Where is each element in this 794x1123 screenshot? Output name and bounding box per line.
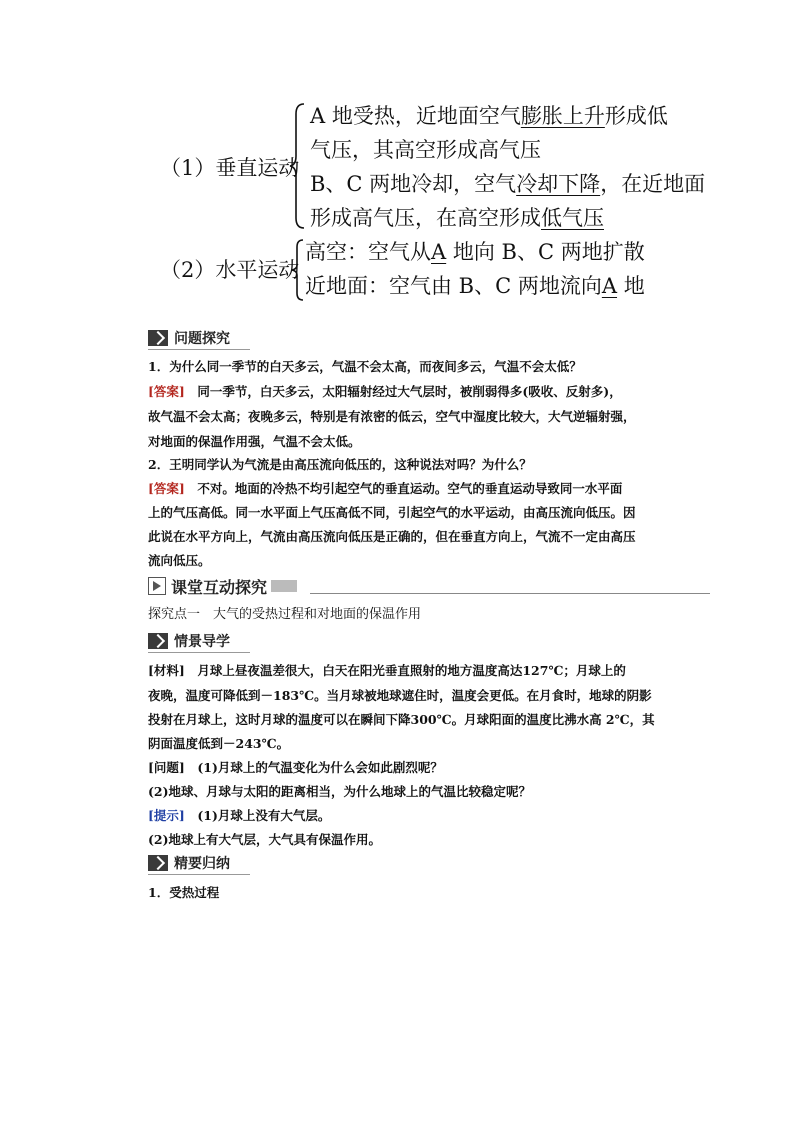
material-tag: [材料]: [148, 663, 185, 678]
vertical-line-4: [310, 202, 604, 235]
vertical-line-4-text: 形成高气压，在高空形成: [310, 206, 541, 230]
horizontal-line-2-tail: 地: [617, 274, 645, 298]
vertical-line-3: [310, 168, 705, 201]
explore-point-1: 探究点一 大气的受热过程和对地面的保温作用: [148, 607, 422, 622]
arrow-icon: [148, 855, 168, 871]
hint-tag: [提示]: [148, 808, 185, 823]
material-line-4: 阴面温度低到－243℃。: [148, 736, 290, 751]
section-heading-jingyao: [148, 853, 230, 873]
vertical-line-4-underlined: 低气压: [541, 206, 604, 230]
section-rule: [148, 349, 250, 350]
problem-text: (1)月球上的气温变化为什么会如此剧烈呢？: [197, 760, 443, 775]
question-2: 2．王明同学认为气流是由高压流向低压的，这种说法对吗？为什么？: [148, 457, 532, 472]
vertical-line-1-underlined: 膨胀上升: [520, 104, 605, 128]
play-icon: [148, 577, 166, 595]
horizontal-motion-label: （2）水平运动: [160, 258, 300, 282]
section-rule: [148, 652, 250, 653]
vertical-line-1-tail: 形成低: [604, 104, 668, 128]
answer-2-line-2: 上的气压高低。同一水平面上气压高低不同，引起空气的水平运动，由高压流向低压。因: [148, 505, 636, 520]
answer-tag: [答案]: [148, 481, 185, 496]
vertical-brace: [287, 102, 307, 230]
hint-line-1: [148, 803, 330, 828]
section-heading-wenti-label: 问题探究: [174, 331, 230, 347]
vertical-line-3-text: B、C 两地冷却，空气: [310, 172, 517, 196]
answer-2-text: 不对。地面的冷热不均引起空气的垂直运动。空气的垂直运动导致同一水平面: [197, 481, 623, 496]
material-line-3: 投射在月球上，这时月球的温度可以在瞬间下降300℃。月球阳面的温度比沸水高 2℃，其: [148, 712, 655, 727]
horizontal-line-2: [305, 270, 645, 303]
hint-text: (1)月球上没有大气层。: [197, 808, 331, 823]
vertical-line-3-underlined: 冷却下降: [516, 172, 601, 196]
answer-1-text: 同一季节，白天多云，太阳辐射经过大气层时，被削弱得多(吸收、反射多)，: [197, 384, 622, 399]
vertical-line-1: [310, 100, 668, 133]
arrow-icon: [148, 633, 168, 649]
horizontal-line-2-text: 近地面：空气由 B、C 两地流向: [305, 274, 602, 298]
vertical-motion-label: （1）垂直运动: [160, 156, 300, 180]
material-line-1: [148, 658, 626, 683]
arrow-icon: [148, 330, 168, 346]
banner-shade: [271, 580, 297, 592]
section-banner-ketang-label: 课堂互动探究: [171, 577, 268, 597]
horizontal-line-1-underlined: A: [431, 240, 447, 264]
material-line-2: 夜晚，温度可降低到－183℃。当月球被地球遮住时，温度会更低。在月食时，地球的阴影: [148, 688, 652, 703]
vertical-line-1-text: A 地受热，近地面空气: [310, 104, 521, 128]
question-1: 1．为什么同一季节的白天多云，气温不会太高，而夜间多云，气温不会太低？: [148, 359, 582, 374]
answer-1-line-3: 对地面的保温作用强，气温不会太低。: [148, 434, 361, 449]
problem-line-1: [148, 755, 443, 780]
summary-item-1: 1．受热过程: [148, 885, 220, 900]
section-rule: [148, 874, 250, 875]
answer-1-line-1: [148, 379, 622, 404]
answer-2-line-1: [148, 476, 622, 501]
banner-rule: [310, 593, 710, 594]
section-heading-wenti: [148, 328, 230, 348]
horizontal-line-2-underlined: A: [601, 274, 618, 298]
vertical-line-2: 气压，其高空形成高气压: [310, 138, 541, 162]
answer-tag: [答案]: [148, 384, 185, 399]
horizontal-line-1: [305, 236, 645, 269]
answer-2-line-4: 流向低压。: [148, 553, 211, 568]
hint-line-2: (2)地球上有大气层，大气具有保温作用。: [148, 832, 382, 847]
answer-2-line-3: 此说在水平方向上，气流由高压流向低压是正确的，但在垂直方向上，气流不一定由高压: [148, 529, 636, 544]
horizontal-brace: [289, 238, 305, 302]
material-text: 月球上昼夜温差很大，白天在阳光垂直照射的地方温度高达127℃；月球上的: [197, 663, 626, 678]
section-banner-ketang: [148, 575, 297, 597]
section-heading-qingjing: [148, 631, 230, 651]
problem-tag: [问题]: [148, 760, 185, 775]
section-heading-qingjing-label: 情景导学: [174, 634, 230, 650]
vertical-line-3-tail: ，在近地面: [600, 172, 706, 196]
horizontal-line-1-text: 高空：空气从: [305, 240, 431, 264]
section-heading-jingyao-label: 精要归纳: [174, 856, 230, 872]
answer-1-line-2: 故气温不会太高；夜晚多云，特别是有浓密的低云，空气中湿度比较大，大气逆辐射强，: [148, 409, 636, 424]
horizontal-line-1-tail: 地向 B、C 两地扩散: [446, 240, 645, 264]
problem-line-2: (2)地球、月球与太阳的距离相当，为什么地球上的气温比较稳定呢？: [148, 784, 532, 799]
